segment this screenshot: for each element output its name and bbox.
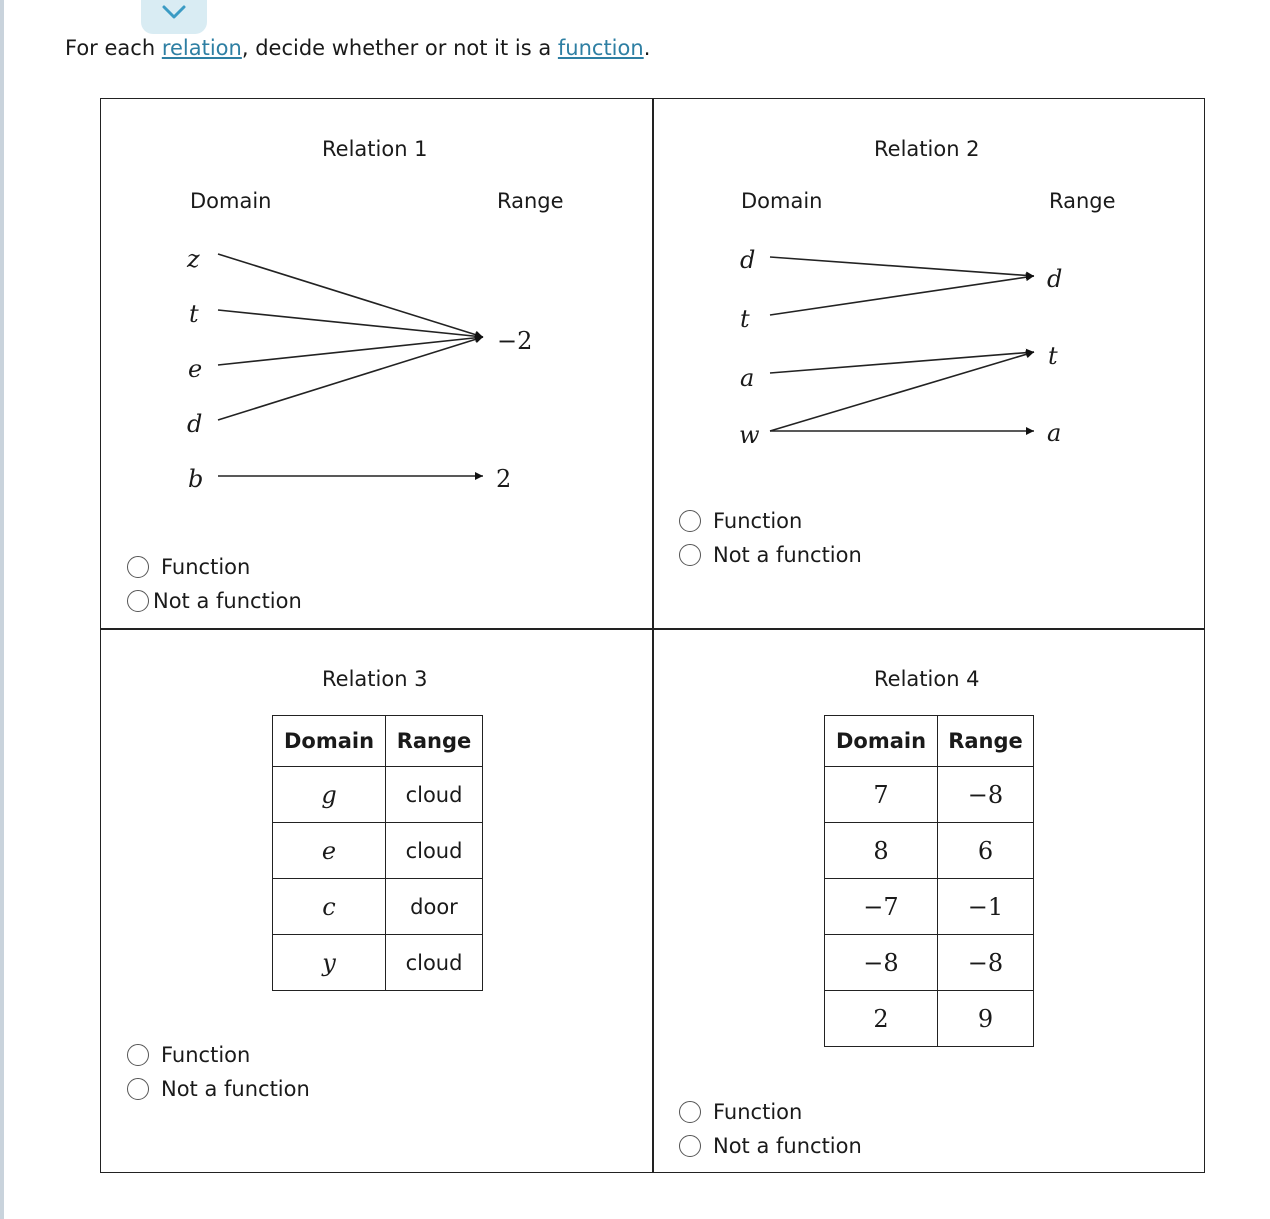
range-item: 2 — [496, 465, 512, 493]
mapping-arrow — [218, 254, 483, 337]
table-header: Domain — [273, 716, 386, 767]
relation-3-title: Relation 3 — [322, 667, 428, 691]
table-row — [825, 935, 1034, 991]
radio-circle[interactable] — [679, 544, 701, 566]
option-label: Function — [161, 1043, 251, 1067]
table-row — [825, 767, 1034, 823]
table-cell: 2 — [825, 991, 938, 1047]
table-cell: 8 — [825, 823, 938, 879]
relation-2-panel — [652, 98, 1205, 630]
not-function-option[interactable] — [679, 543, 862, 567]
table-cell: cloud — [386, 935, 483, 991]
domain-item: t — [740, 305, 750, 333]
option-label: Not a function — [161, 1077, 310, 1101]
function-option[interactable] — [127, 555, 250, 579]
table-cell: 7 — [825, 767, 938, 823]
relation-1-title: Relation 1 — [322, 137, 428, 161]
function-option[interactable] — [679, 509, 802, 533]
function-link[interactable]: function — [557, 36, 644, 60]
table-cell: y — [273, 935, 386, 991]
table-row — [273, 935, 483, 991]
table-cell: 9 — [938, 991, 1034, 1047]
option-label: Function — [713, 509, 803, 533]
mapping-arrow — [218, 337, 483, 420]
relation-link[interactable]: relation — [161, 36, 242, 60]
not-function-option[interactable] — [127, 589, 302, 613]
table-cell: e — [273, 823, 386, 879]
mapping-arrows — [101, 99, 655, 631]
mapping-arrow — [770, 352, 1034, 373]
domain-item: z — [187, 245, 200, 273]
table-cell: −1 — [938, 879, 1034, 935]
relation-3-table — [272, 715, 483, 991]
not-function-option[interactable] — [127, 1077, 310, 1101]
range-header: Range — [1049, 189, 1116, 213]
domain-header: Domain — [190, 189, 272, 213]
mapping-arrow — [770, 257, 1034, 276]
prompt-text: . — [643, 36, 651, 60]
table-cell: door — [386, 879, 483, 935]
relation-3-panel — [100, 628, 654, 1173]
table-row — [825, 823, 1034, 879]
radio-circle[interactable] — [127, 556, 149, 578]
prompt-text: For each — [65, 36, 162, 60]
mapping-arrow — [770, 352, 1034, 431]
mapping-arrow — [218, 337, 483, 365]
table-row — [273, 823, 483, 879]
radio-circle[interactable] — [679, 1101, 701, 1123]
table-cell: −7 — [825, 879, 938, 935]
table-cell: cloud — [386, 767, 483, 823]
radio-circle[interactable] — [127, 590, 149, 612]
function-option[interactable] — [127, 1043, 250, 1067]
table-row — [825, 991, 1034, 1047]
table-cell: g — [273, 767, 386, 823]
table-cell: cloud — [386, 823, 483, 879]
domain-item: d — [740, 246, 756, 274]
table-header: Range — [938, 716, 1034, 767]
table-row — [273, 879, 483, 935]
table-row — [825, 879, 1034, 935]
domain-item: a — [740, 364, 755, 392]
radio-circle[interactable] — [127, 1078, 149, 1100]
range-header: Range — [497, 189, 564, 213]
relation-4-panel — [652, 628, 1205, 1173]
option-label: Function — [161, 555, 251, 579]
domain-item: b — [188, 465, 204, 493]
left-edge-bar — [0, 0, 4, 1219]
domain-item: t — [189, 300, 199, 328]
table-row — [273, 767, 483, 823]
option-label: Function — [713, 1100, 803, 1124]
radio-circle[interactable] — [679, 1135, 701, 1157]
domain-item: e — [188, 355, 203, 383]
range-item: −2 — [497, 327, 533, 355]
option-label: Not a function — [713, 1134, 862, 1158]
function-option[interactable] — [679, 1100, 802, 1124]
table-header: Range — [386, 716, 483, 767]
question-prompt — [65, 36, 650, 60]
option-label: Not a function — [713, 543, 862, 567]
not-function-option[interactable] — [679, 1134, 862, 1158]
relation-4-table — [824, 715, 1034, 1047]
chevron-down-icon — [161, 4, 187, 20]
collapse-tab[interactable] — [141, 0, 207, 34]
table-cell: −8 — [938, 935, 1034, 991]
range-item: t — [1048, 342, 1058, 370]
domain-item: w — [739, 421, 760, 449]
domain-header: Domain — [741, 189, 823, 213]
option-label: Not a function — [153, 589, 302, 613]
table-cell: c — [273, 879, 386, 935]
table-cell: 6 — [938, 823, 1034, 879]
prompt-text: , decide whether or not it is a — [241, 36, 558, 60]
radio-circle[interactable] — [679, 510, 701, 532]
table-header: Domain — [825, 716, 938, 767]
range-item: a — [1047, 419, 1062, 447]
relation-1-panel — [100, 98, 654, 630]
domain-item: d — [187, 410, 203, 438]
table-cell: −8 — [938, 767, 1034, 823]
relation-2-title: Relation 2 — [874, 137, 980, 161]
range-item: d — [1047, 265, 1063, 293]
radio-circle[interactable] — [127, 1044, 149, 1066]
relation-4-title: Relation 4 — [874, 667, 980, 691]
mapping-arrow — [770, 276, 1034, 315]
mapping-arrow — [218, 310, 483, 337]
table-cell: −8 — [825, 935, 938, 991]
